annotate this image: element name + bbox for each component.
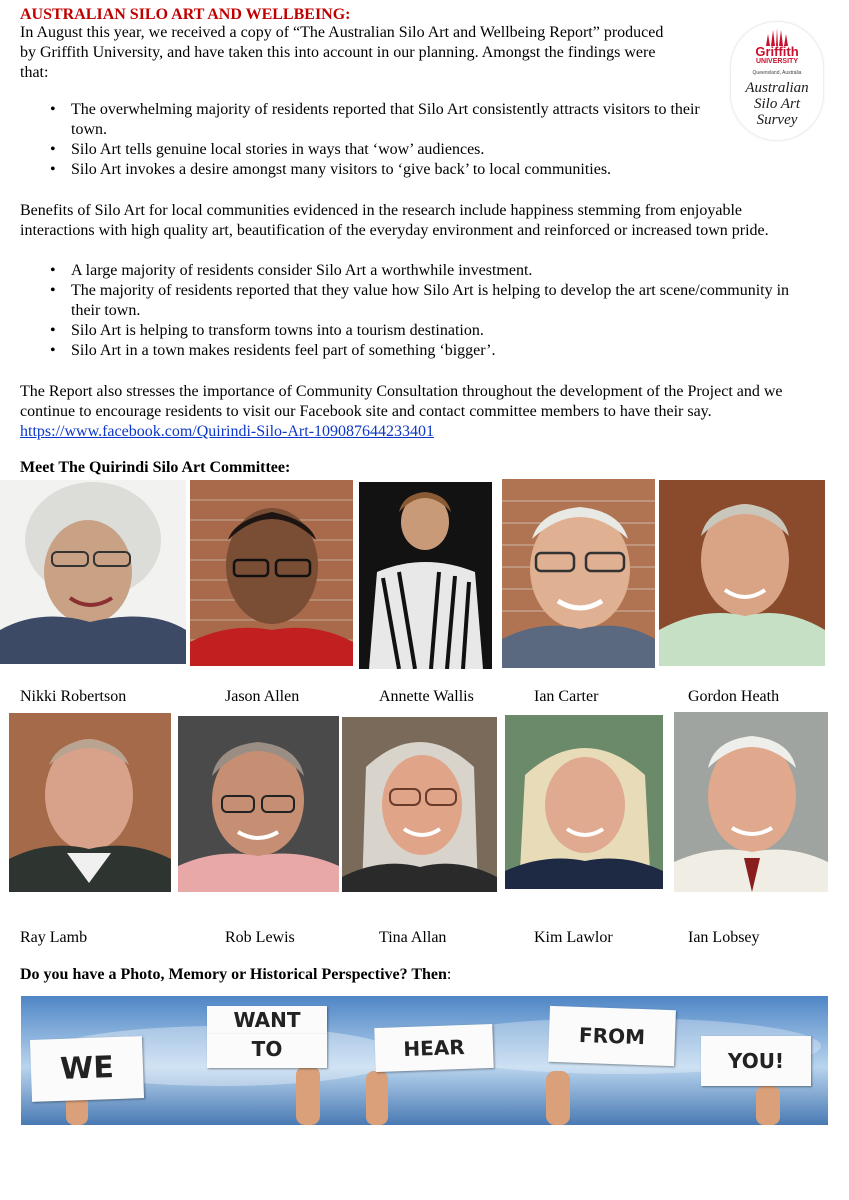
portrait-photo (359, 482, 492, 669)
section-title: AUSTRALIAN SILO ART AND WELLBEING: (20, 6, 351, 23)
portrait-photo (659, 480, 825, 666)
portrait-photo (342, 717, 497, 892)
member-name: Gordon Heath (688, 688, 780, 705)
banner-word-sign: FROM (548, 1006, 676, 1066)
list-item: • The majority of residents reported that they value how Silo Art is helping to develop the art scene/community in their town. (20, 281, 820, 321)
list-item: • Silo Art invokes a desire amongst many visitors to ‘give back’ to local communities. (20, 160, 700, 180)
facebook-link[interactable]: https://www.facebook.com/Quirindi-Silo-Art-109087644233401 (20, 423, 435, 440)
portrait-photo (190, 480, 353, 666)
portrait-photo (0, 480, 186, 664)
member-name: Kim Lawlor (534, 929, 613, 946)
benefits-paragraph: Benefits of Silo Art for local communities evidenced in the research include happiness stemming from enjoyable interactions with high quality art, beautification of the everyday environment and reinforced or increased town pride. (20, 202, 769, 239)
list-item: • Silo Art in a town makes residents feel part of something ‘bigger’. (20, 341, 820, 361)
logo-university-name: Griffith (755, 44, 799, 59)
intro-paragraph: In August this year, we received a copy of “The Australian Silo Art and Wellbeing Report” produced by Griffith University, and have taken this into account in our planning. Amongst the findings were that: (20, 24, 664, 81)
logo-survey-line2: Silo Art (754, 96, 800, 112)
photo-memory-heading (20, 966, 451, 984)
griffith-survey-logo (731, 22, 823, 140)
logo-university-line2: UNIVERSITY (755, 58, 798, 65)
we-want-to-hear-banner (21, 996, 828, 1125)
heading-colon: : (446, 966, 452, 983)
committee-heading: Meet The Quirindi Silo Art Committee: (20, 459, 291, 476)
findings-list (20, 100, 700, 180)
logo-survey-line1: Australian (745, 80, 809, 96)
logo-survey-line3: Survey (756, 112, 798, 128)
list-item: • A large majority of residents consider Silo Art a worthwhile investment. (20, 261, 820, 281)
logo-survey-name (731, 80, 823, 128)
banner-word-sign: WANT (207, 1006, 327, 1034)
report-paragraph (20, 382, 825, 442)
portrait-photo (9, 713, 171, 892)
member-name: Annette Wallis (379, 688, 474, 705)
report-text: The Report also stresses the importance of Community Consultation throughout the development of the Project and we continue to encourage residents to visit our Facebook site and contact committee members to have their say. (20, 383, 783, 420)
member-name: Tina Allan (379, 929, 447, 946)
photo-memory-heading-text: Do you have a Photo, Memory or Historical Perspective? Then (20, 966, 447, 983)
member-name: Ian Lobsey (688, 929, 760, 946)
portrait-photo (178, 716, 339, 892)
list-item: • The overwhelming majority of residents reported that Silo Art consistently attracts visitors to their town. (20, 100, 700, 140)
list-item: • Silo Art tells genuine local stories in ways that ‘wow’ audiences. (20, 140, 700, 160)
member-name: Ray Lamb (20, 929, 88, 946)
logo-university (731, 46, 823, 66)
banner-word-sign: YOU! (701, 1036, 811, 1086)
portrait-photo (674, 712, 828, 892)
banner-word-sign: HEAR (374, 1024, 493, 1072)
portrait-photo (505, 715, 663, 889)
logo-location: Queensland, Australia (752, 70, 802, 76)
benefits-list (20, 261, 820, 361)
banner-word-sign: WE (30, 1036, 144, 1102)
member-name: Rob Lewis (225, 929, 295, 946)
banner-word-sign: TO (207, 1034, 327, 1068)
portrait-photo (502, 479, 655, 668)
member-name: Jason Allen (225, 688, 300, 705)
list-item: • Silo Art is helping to transform towns into a tourism destination. (20, 321, 820, 341)
member-name: Nikki Robertson (20, 688, 127, 705)
member-name: Ian Carter (534, 688, 599, 705)
